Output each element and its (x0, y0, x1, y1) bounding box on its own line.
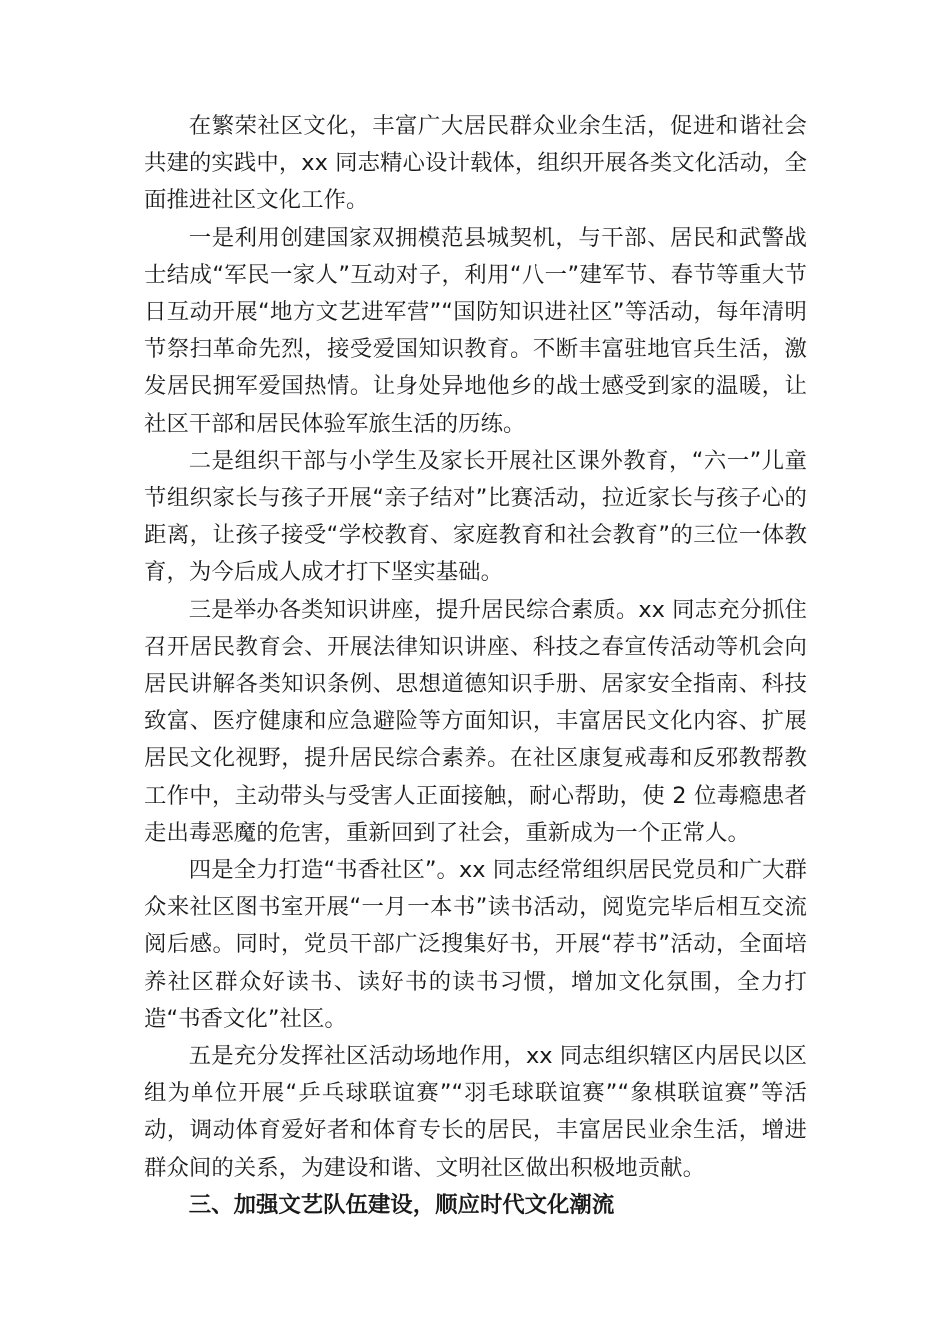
paragraph-item-2: 二是组织干部与小学生及家长开展社区课外教育，“六一”儿童节组织家长与孩子开展“亲子结对”比赛活动，拉近家长与孩子心的距离，让孩子接受“学校教育、家庭教育和社会教育”的三位一体教育，为今后成人成才打下坚实基础。 (144, 447, 807, 586)
document-page (144, 108, 807, 1224)
paragraph-item-4: 四是全力打造“书香社区”。xx 同志经常组织居民党员和广大群众来社区图书室开展“一月一本书”读书活动，阅览完毕后相互交流阅后感。同时，党员干部广泛搜集好书，开展“荐书”活动，全面培养社区群众好读书、读好书的读书习惯，增加文化氛围，全力打造“书香文化”社区。 (144, 857, 807, 1032)
paragraph-item-3: 三是举办各类知识讲座，提升居民综合素质。xx 同志充分抓住召开居民教育会、开展法律知识讲座、科技之春宣传活动等机会向居民讲解各类知识条例、思想道德知识手册、居家安全指南、科技致富、医疗健康和应急避险等方面知识，丰富居民文化内容、扩展居民文化视野，提升居民综合素养。在社区康复戒毒和反邪教帮教工作中，主动带头与受害人正面接触，耐心帮助，使 2 位毒瘾患者走出毒恶魔的危害，重新回到了社会，重新成为一个正常人。 (144, 596, 807, 846)
section-heading: 三、加强文艺队伍建设，顺应时代文化潮流 (188, 1191, 615, 1218)
paragraph-intro: 在繁荣社区文化，丰富广大居民群众业余生活，促进和谐社会共建的实践中，xx 同志精心设计载体，组织开展各类文化活动，全面推进社区文化工作。 (144, 113, 807, 214)
paragraph-item-1: 一是利用创建国家双拥模范县城契机，与干部、居民和武警战士结成“军民一家人”互动对子，利用“八一”建军节、春节等重大节日互动开展“地方文艺进军营”“国防知识进社区”等活动，每年清明节祭扫革命先烈，接受爱国知识教育。不断丰富驻地官兵生活，激发居民拥军爱国热情。让身处异地他乡的战士感受到家的温暖，让社区干部和居民体验军旅生活的历练。 (144, 224, 807, 437)
paragraph-item-5: 五是充分发挥社区活动场地作用，xx 同志组织辖区内居民以区组为单位开展“乒乓球联谊赛”“羽毛球联谊赛”“象棋联谊赛”等活动，调动体育爱好者和体育专长的居民，丰富居民业余生活，增进群众间的关系，为建设和谐、文明社区做出积极地贡献。 (144, 1043, 807, 1181)
